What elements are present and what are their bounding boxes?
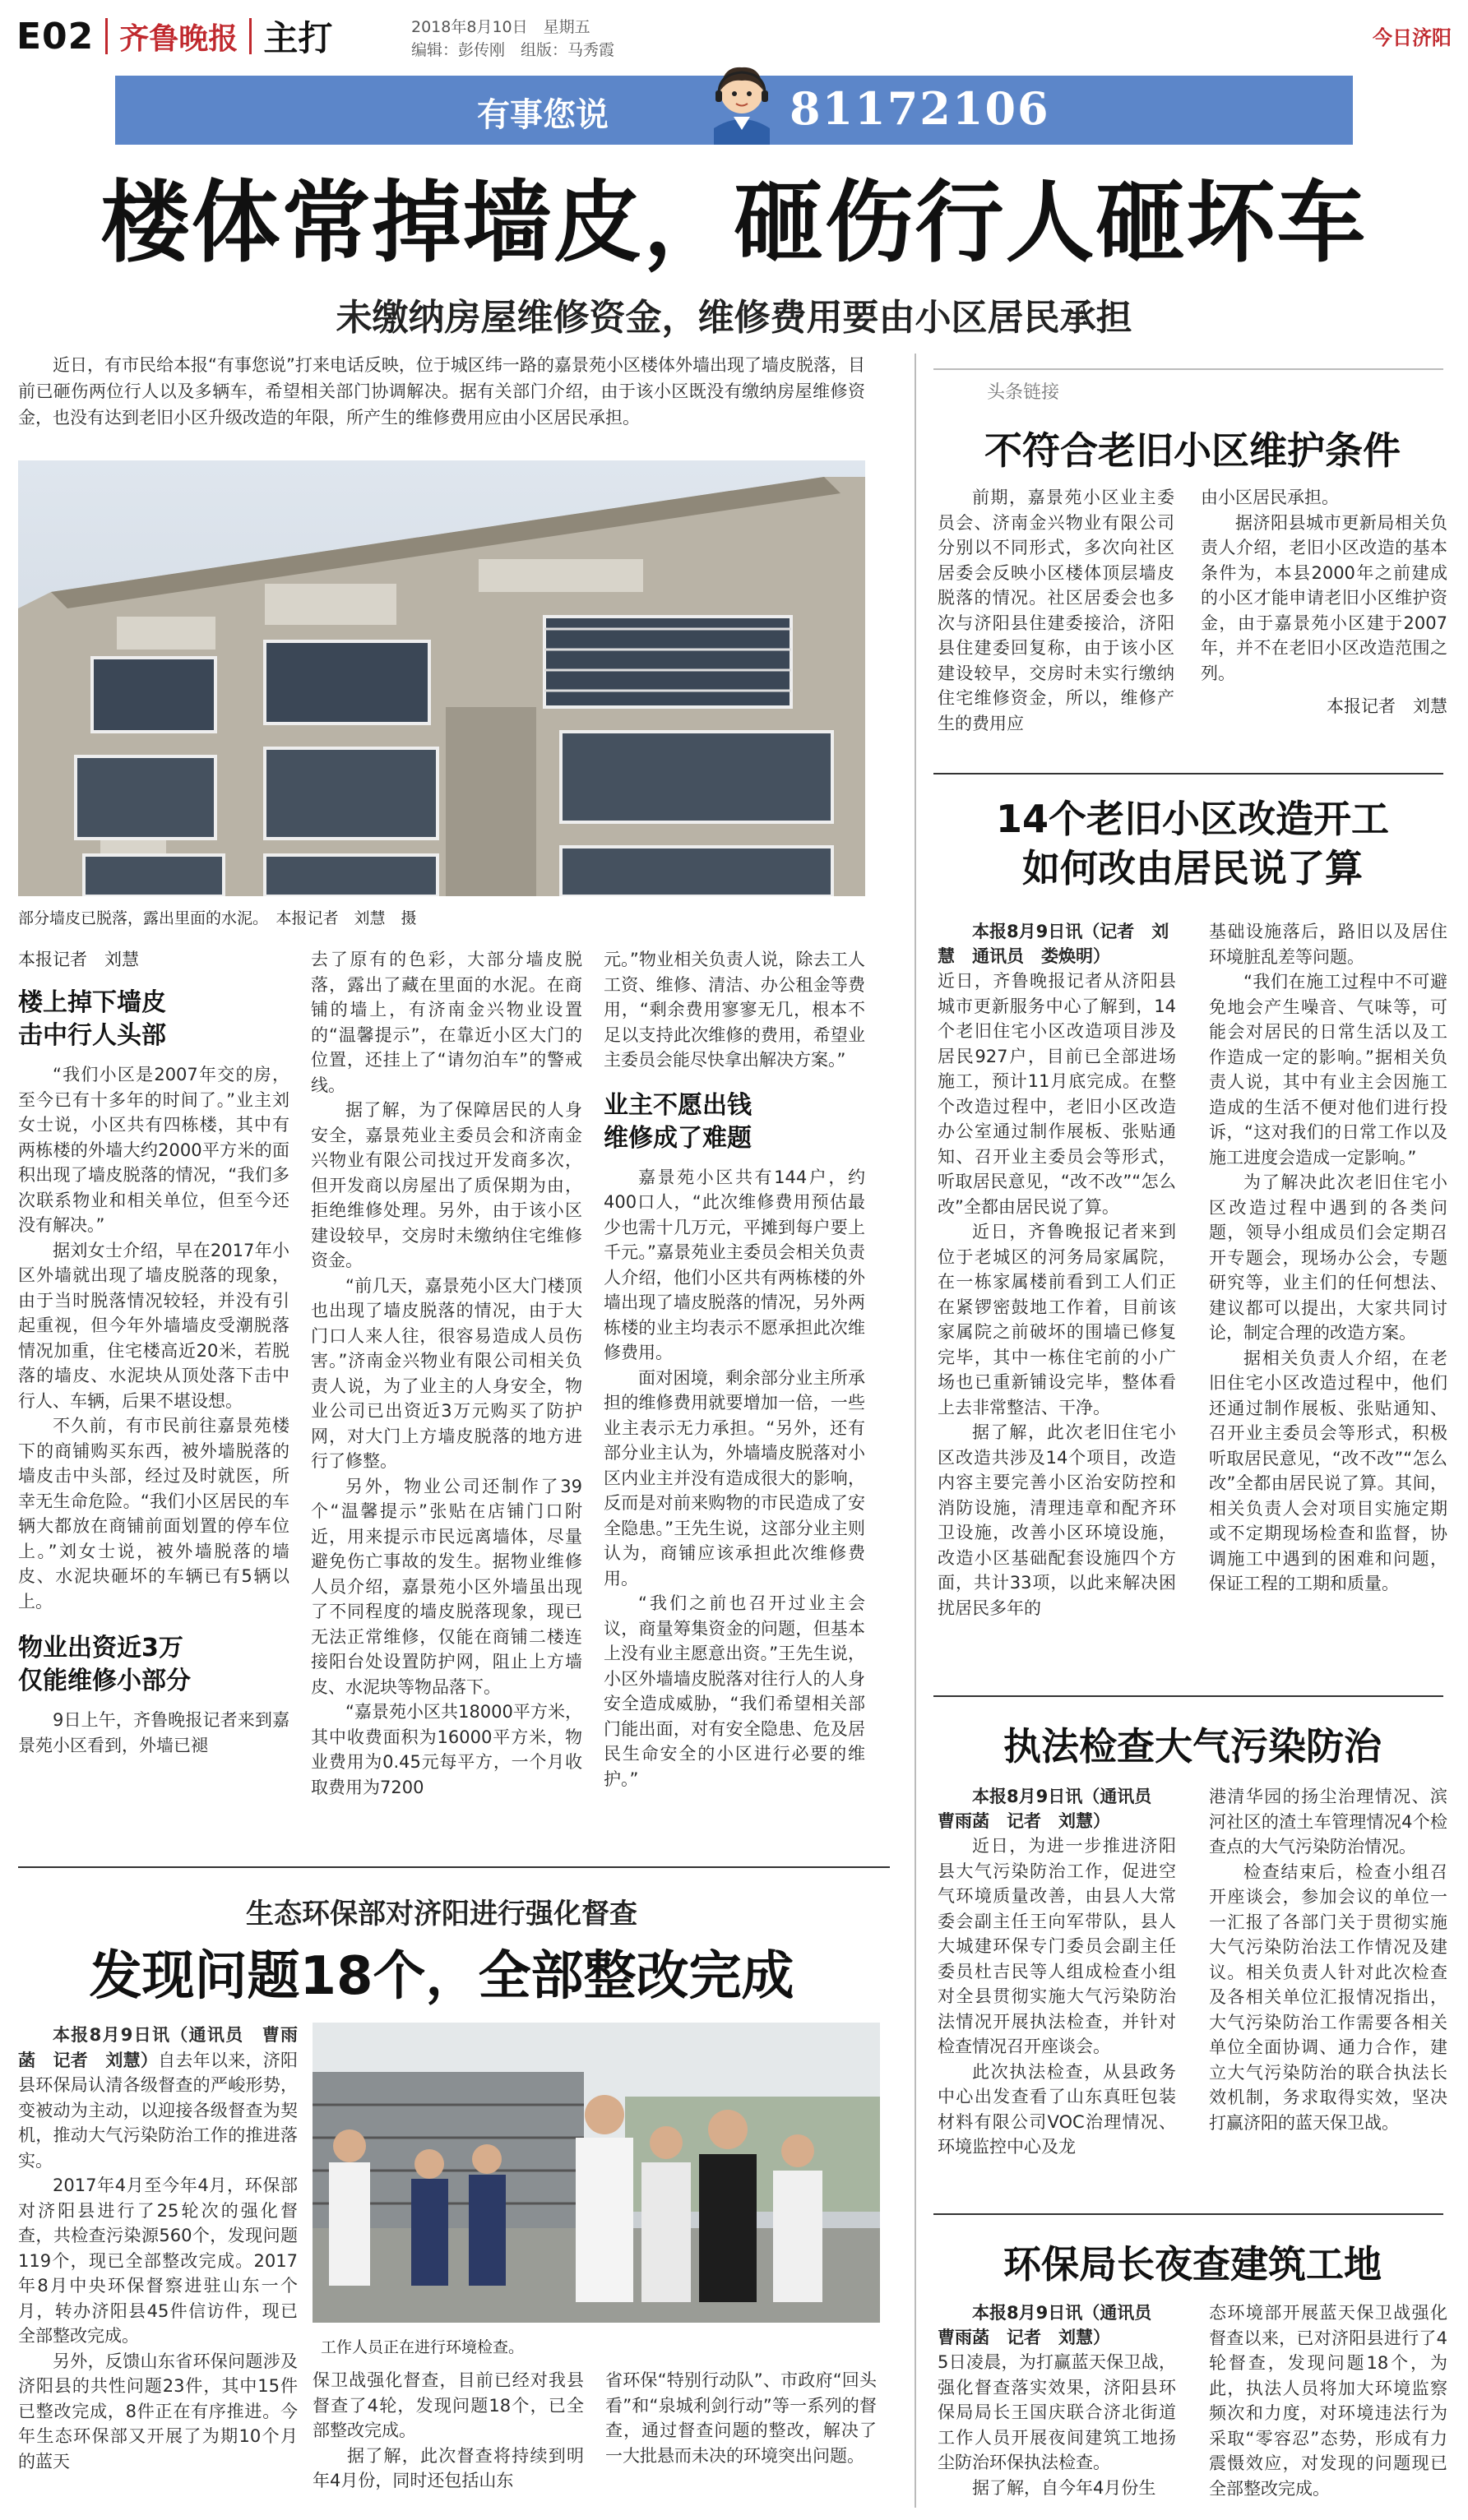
paragraph: “前几天，嘉景苑小区大门楼顶也出现了墙皮脱落的情况，由于大门口人来人往，很容易造成人员伤害。”济南金兴物业有限公司相关负责人说，为了业主的人身安全，物业公司已出资近3万元购买了防护网，对大门上方墙皮脱落的地方进行了修整。 bbox=[311, 1275, 582, 1471]
editor-line: 编辑：彭传刚 组版：马秀霞 bbox=[411, 41, 615, 59]
sidebar-tag: 头条链接 bbox=[987, 382, 1060, 403]
story2-column-2 bbox=[1209, 919, 1447, 1597]
story4-title: 环保局长夜查建筑工地 bbox=[1003, 2242, 1382, 2286]
paragraph: 面对困境，剩余部分业主所承担的维修费用就要增加一倍，一些业主表示无力承担。“另外，还有部分业主认为，外墙墙皮脱落对小区内业主并没有造成很大的影响，反而是对前来购物的市民造成了安全隐患。”王先生说，这部分业主则认为，商铺应该承担此次维修费用。 bbox=[604, 1367, 865, 1588]
paragraph: 此次执法检查，从县政务中心出发查看了山东真旺包装材料有限公司VOC治理情况、环境监控中心及龙 bbox=[938, 2061, 1176, 2157]
paragraph: 不久前，有市民前往嘉景苑楼下的商铺购买东西，被外墙脱落的墙皮击中头部，经过及时就医，所幸无生命危险。“我们小区居民的车辆大都放在商铺前面划置的停车位上。”刘女士说，被外墙脱落的墙皮、水泥块砸坏的车辆已有5辆以上。 bbox=[18, 1416, 289, 1611]
paragraph: 据了解，此次督查将持续到明年4月份，同时还包括山东 bbox=[313, 2445, 584, 2490]
main-column-3 bbox=[604, 947, 865, 1792]
section-rule bbox=[933, 773, 1443, 774]
photo-caption: 工作人员正在进行环境检查。 bbox=[321, 2338, 525, 2356]
paragraph: “我们小区是2007年交的房，至今已有十多年的时间了。”业主刘女士说，小区共有四栋楼，其中有两栋楼的外墙大约2000平方米的面积出现了墙皮脱落的情况，“我们多次联系物业和相关单位，但至今还没有解决。” bbox=[18, 1065, 289, 1235]
masthead bbox=[16, 12, 332, 61]
main-subhead: 未缴纳房屋维修资金，维修费用要由小区居民承担 bbox=[336, 297, 1132, 339]
paragraph: 基础设施落后，路旧以及居住环境脏乱差等问题。 bbox=[1209, 922, 1447, 967]
story4-column-1 bbox=[938, 2300, 1176, 2500]
paragraph: “我们在施工过程中不可避免地会产生噪音、气味等，可能会对居民的日常生活以及工作造成一定的影响。”据相关负责人说，其中有业主会因施工造成的生活不便对他们进行投诉，“这对我们的日常工作以及施工进度会造成一定影响。” bbox=[1209, 972, 1447, 1168]
masthead-divider bbox=[105, 18, 108, 54]
section-rule bbox=[933, 2213, 1443, 2215]
photo-caption: 部分墙皮已脱落，露出里面的水泥。 本报记者 刘慧 摄 bbox=[18, 909, 417, 927]
date-line: 2018年8月10日 星期五 bbox=[411, 18, 590, 36]
masthead-divider bbox=[249, 18, 252, 54]
column-divider bbox=[915, 354, 916, 2508]
hotline-number: 81172106 bbox=[790, 82, 1050, 135]
story3-dateline: 本报8月9日讯（通讯员 曹雨菡 记者 刘慧） bbox=[938, 1787, 1169, 1831]
inspection-photo bbox=[313, 2023, 880, 2323]
paper-logo: 齐鲁晚报 bbox=[119, 21, 238, 56]
paragraph: 2017年4月至今年4月，环保部对济阳县进行了25轮次的强化督查，共检查污染源560个，发现问题119个，现已全部整改完成。2017年8月中央环保督察进驻山东一个月，转办济阳县45件信访件，现已全部整改完成。 bbox=[18, 2176, 298, 2346]
operator-avatar-icon bbox=[709, 58, 775, 145]
paragraph: 为了解决此次老旧住宅小区改造过程中遇到的各类问题，领导小组成员们会定期召开专题会，现场办公会，专题研究等，业主们的任何想法、建议都可以提出，大家共同讨论，制定合理的改造方案。 bbox=[1209, 1172, 1447, 1343]
sidebar-rule bbox=[933, 368, 1443, 370]
main-column-2 bbox=[311, 947, 582, 1800]
paragraph: “嘉景苑小区共18000平方米，其中收费面积为16000平方米，物业费用为0.45元每平方，一个月收取费用为7200 bbox=[311, 1702, 582, 1797]
story2-column-1 bbox=[938, 919, 1176, 1621]
sidebar-column-1: 前期，嘉景苑小区业主委员会、济南金兴物业有限公司分别以不同形式，多次向社区居委会反映小区楼体顶层墙皮脱落的情况。社区居委会也多次与济阳县住建委接洽，济阳县住建委回复称，由于该小区建设较早，交房时未实行缴纳住宅维修资金，所以，维修产生的费用应 bbox=[938, 488, 1174, 733]
subheading: 业主不愿出钱 维修成了难题 bbox=[604, 1090, 752, 1153]
subheading: 物业出资近3万 仅能维修小部分 bbox=[18, 1634, 191, 1695]
story2-title: 14个老旧小区改造开工 如何改由居民说了算 bbox=[995, 797, 1389, 890]
story5-title: 发现问题18个，全部整改完成 bbox=[89, 1946, 794, 2007]
main-headline: 楼体常掉墙皮，砸伤行人砸坏车 bbox=[100, 172, 1368, 275]
paragraph: 港清华园的扬尘治理情况、滨河社区的渣土车管理情况4个检查点的大气污染防治情况。 bbox=[1209, 1787, 1447, 1856]
paragraph-text: 自去年以来，济阳县环保局认清各级督查的严峻形势，变被动为主动，以迎接各级督查为契机，推动大气污染防治工作的推进落实。 bbox=[18, 2050, 299, 2171]
paragraph: 据相关负责人介绍，在老旧住宅小区改造过程中，他们还通过制作展板、张贴通知、召开业主委员会等形式，积极听取居民意见，“改不改”“怎么改”全都由居民说了算。其间，相关负责人会对项目实施定期或不定期现场检查和监督，协调施工中遇到的困难和问题，保证工程的工期和质量。 bbox=[1209, 1348, 1447, 1593]
paragraph: 另外，物业公司还制作了39个“温馨提示”张贴在店铺门口附近，用来提示市民远离墙体，尽量避免伤亡事故的发生。据物业维修人员介绍，嘉景苑小区外墙虽出现了不同程度的墙皮脱落现象，现已无法正常维修，仅能在商铺二楼连接阳台处设置防护网，阻止上方墙皮、水泥块等物品落下。 bbox=[311, 1476, 582, 1697]
sidebar-byline: 本报记者 刘慧 bbox=[1327, 696, 1447, 716]
paragraph: 近日，为进一步推进济阳县大气污染防治工作，促进空气环境质量改善，由县人大常委会副主任王向军带队，县人大城建环保专门委员会副主任委员杜吉民等人组成检查小组对全县贯彻实施大气污染防治法情况开展执法检查，并针对检查情况召开座谈会。 bbox=[938, 1836, 1176, 2056]
main-byline: 本报记者 刘慧 bbox=[18, 950, 139, 969]
paragraph: 据了解，自今年4月份生 bbox=[972, 2477, 1156, 2498]
paragraph: 据济阳县城市更新局相关负责人介绍，老旧小区改造的基本条件为，本县2000年之前建成的小区才能申请老旧小区维护资金，由于嘉景苑小区建于2007年，并不在老旧小区改造范围之列。 bbox=[1201, 512, 1447, 683]
sidebar-title: 不符合老旧小区维护条件 bbox=[984, 428, 1401, 473]
section-name: 主打 bbox=[263, 18, 333, 58]
paragraph: 据刘女士介绍，早在2017年小区外墙就出现了墙皮脱落的现象，由于当时脱落情况较轻，并没有引起重视，但今年外墙墙皮受潮脱落情况加重，住宅楼高近20米，若脱落的墙皮、水泥块从顶处落下击中行人、车辆，后果不堪设想。 bbox=[18, 1240, 289, 1411]
paragraph: 据了解，为了保障居民的人身安全，嘉景苑业主委员会和济南金兴物业有限公司找过开发商多次，但开发商以房屋出了质保期为由，拒绝维修处理。另外，由于该小区建设较早，交房时未缴纳住宅维修资金。 bbox=[311, 1100, 582, 1270]
paragraph: 近日，齐鲁晚报记者来到位于老城区的河务局家属院，在一栋家属楼前看到工人们正在紧锣密鼓地工作着，目前该家属院之前破坏的围墙已修复完毕，其中一栋住宅前的小广场也已重新铺设完毕，整体看上去非常整洁、干净。 bbox=[938, 1222, 1176, 1417]
paragraph bbox=[18, 2023, 298, 2173]
story3-column-1 bbox=[938, 1784, 1176, 2160]
story5-column-1 bbox=[18, 2023, 298, 2474]
story3-title: 执法检查大气污染防治 bbox=[1003, 1724, 1382, 1769]
paragraph: “我们之前也召开过业主会议，商量筹集资金的问题，但基本上没有业主愿意出资。”王先生说，小区外墙墙皮脱落对往行人的人身安全造成威胁，“我们希望相关部门能出面，对有安全隐患、危及居民生命安全的小区进行必要的维护。” bbox=[604, 1593, 865, 1789]
story5-kicker: 生态环保部对济阳进行强化督查 bbox=[246, 1898, 637, 1930]
paragraph: 去了原有的色彩，大部分墙皮脱落，露出了藏在里面的水泥。在商铺的墙上，有济南金兴物业设置的“温馨提示”，在靠近小区大门的位置，还挂上了“请勿泊车”的警戒线。 bbox=[311, 950, 582, 1095]
paragraph: 9日上午，齐鲁晚报记者来到嘉景苑小区看到，外墙已褪 bbox=[18, 1710, 289, 1755]
section-rule bbox=[933, 1695, 1443, 1697]
paragraph: 近日，齐鲁晚报记者从济阳县城市更新服务中心了解到，14个老旧住宅小区改造项目涉及居民927户，目前已全部进场施工，预计11月底完成。在整个改造过程中，老旧小区改造办公室通过制作展板、张贴通知、召开业主委员会等形式，听取居民意见，“改不改”“怎么改”全都由居民说了算。 bbox=[938, 971, 1176, 1217]
paragraph: 省环保“特别行动队”、市政府“回头看”和“泉城利剑行动”等一系列的督查，通过督查问题的整改，解决了一大批悬而未决的环境突出问题。 bbox=[605, 2370, 877, 2466]
main-lead: 近日，有市民给本报“有事您说”打来电话反映，位于城区纬一路的嘉景苑小区楼体外墙出现了墙皮脱落，目前已砸伤两位行人以及多辆车，希望相关部门协调解决。据有关部门介绍，由于该小区既没有缴纳房屋维修资金，也没有达到老旧小区升级改造的年限，所产生的维修费用应由小区居民承担。 bbox=[18, 355, 865, 428]
paragraph: 保卫战强化督查，目前已经对我县督查了4轮，发现问题18个，已全部整改完成。 bbox=[313, 2370, 584, 2440]
story4-column-2 bbox=[1209, 2300, 1447, 2501]
subheading: 楼上掉下墙皮 击中行人头部 bbox=[18, 988, 166, 1050]
story5-dateline: 本报8月9日讯（通讯员 曹雨菡 记者 刘慧） bbox=[18, 2025, 298, 2070]
story5-column-2 bbox=[313, 2368, 584, 2494]
today-tag: 今日济阳 bbox=[1373, 26, 1452, 49]
section-rule bbox=[18, 1866, 890, 1868]
paragraph: 态环境部开展蓝天保卫战强化督查以来，已对济阳县进行了4轮督查，发现问题18个，为此，执法人员将加大环境监察频次和力度，对环境违法行为采取“零容忍”态势，形成有力震慑效应，对发现的问题现已全部整改完成。 bbox=[1209, 2303, 1447, 2499]
main-column-1 bbox=[18, 987, 289, 1758]
paragraph: 另外，反馈山东省环保问题涉及济阳县的共性问题23件，其中15件已整改完成，8件正在有序推进。今年生态环保部又开展了为期10个月的蓝天 bbox=[18, 2351, 298, 2471]
paragraph: 据了解，此次老旧住宅小区改造共涉及14个项目，改造内容主要完善小区治安防控和消防设施，清理违章和配齐环卫设施，改善小区环境设施，改造小区基础配套设施四个方面，共计33项，以此来解决困扰居民多年的 bbox=[938, 1422, 1176, 1618]
hotline-label: 有事您说 bbox=[477, 96, 609, 134]
page-number: E02 bbox=[16, 15, 95, 58]
paragraph: 嘉景苑小区共有144户，约400口人，“此次维修费用预估最少也需十几万元，平摊到每户要上千元。”嘉景苑业主委员会相关负责人介绍，他们小区共有两栋楼的外墙出现了墙皮脱落的情况，另外两栋楼的业主均表示不愿承担此次维修费用。 bbox=[604, 1167, 865, 1362]
paragraph: 元。”物业相关负责人说，除去工人工资、维修、清洁、办公租金等费用，“剩余费用寥寥无几，根本不足以支持此次维修的费用，希望业主委员会能尽快拿出解决方案。” bbox=[604, 950, 865, 1070]
story2-dateline: 本报8月9日讯（记者 刘慧 通讯员 娄焕明） bbox=[938, 922, 1169, 966]
paragraph: 检查结束后，检查小组召开座谈会，参加会议的单位一一汇报了各部门关于贯彻实施大气污染防治法工作情况及建议。相关负责人针对此次检查及各相关单位汇报情况指出，大气污染防治工作需要各相关单位全面协调、通力合作，建立大气污染防治的联合执法长效机制，务求取得实效，坚决打赢济阳的蓝天保卫战。 bbox=[1209, 1861, 1447, 2133]
story3-column-2 bbox=[1209, 1784, 1447, 2135]
story5-column-3 bbox=[605, 2368, 877, 2468]
paragraph: 由小区居民承担。 bbox=[1201, 488, 1339, 507]
sidebar-column-2 bbox=[1201, 485, 1447, 719]
story4-dateline: 本报8月9日讯（通讯员 曹雨菡 记者 刘慧） bbox=[938, 2303, 1169, 2347]
paragraph: 5日凌晨，为打赢蓝天保卫战，强化督查落实效果，济阳县环保局局长王国庆联合济北街道工作人员开展夜间建筑工地扬尘防治环保执法检查。 bbox=[938, 2352, 1176, 2472]
building-photo bbox=[18, 460, 865, 896]
